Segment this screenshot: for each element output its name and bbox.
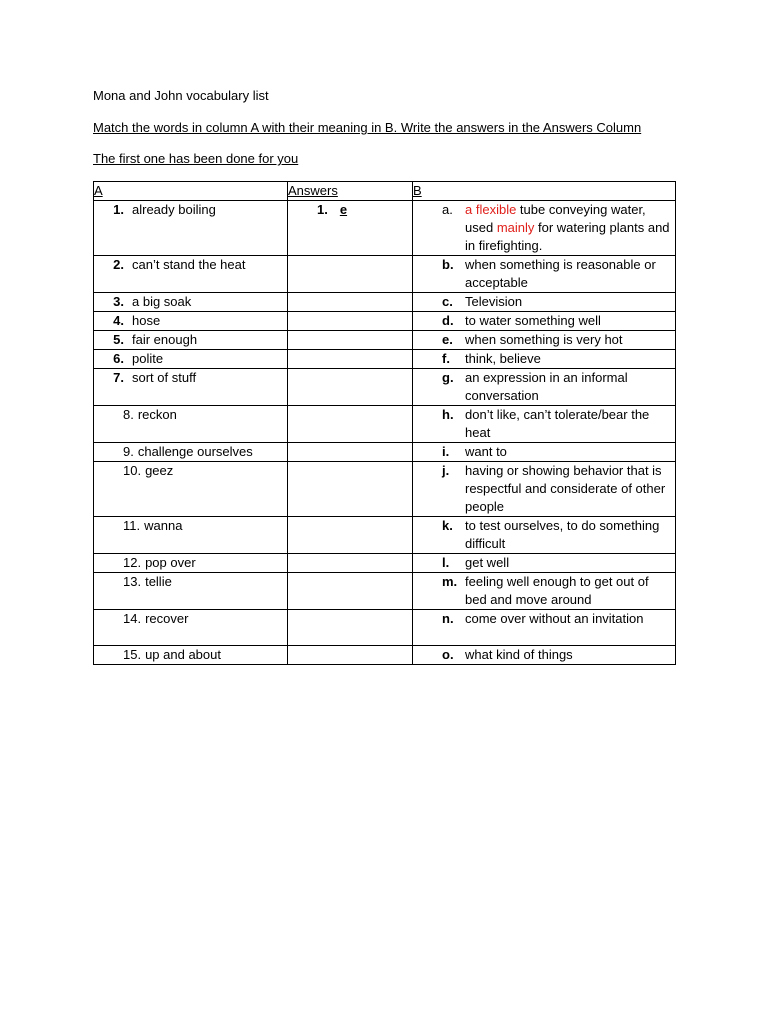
table-row: [94, 517, 676, 554]
item-number: 6.: [113, 351, 124, 366]
header-b-label: B: [413, 183, 422, 198]
cell-a: [94, 573, 288, 610]
table-row: [94, 443, 676, 462]
definition-letter: o.: [442, 647, 454, 662]
note-text: The first one has been done for you: [93, 151, 299, 166]
cell-b: [413, 201, 676, 256]
cell-a: [94, 610, 288, 646]
cell-b: [413, 406, 676, 443]
document-title: Mona and John vocabulary list: [93, 88, 269, 103]
item-number: 10.: [123, 463, 142, 478]
cell-b: [413, 517, 676, 554]
cell-a: [94, 293, 288, 312]
vocab-term: pop over: [145, 555, 196, 570]
definition-letter: l.: [442, 555, 450, 570]
vocab-term: polite: [132, 351, 164, 366]
item-number: 8.: [123, 407, 134, 422]
definition-letter: m.: [442, 574, 458, 589]
header-answers-label: Answers: [288, 183, 338, 198]
answer-number: 1.: [317, 202, 328, 217]
item-number: 14.: [123, 611, 142, 626]
answer-cell[interactable]: [288, 573, 413, 610]
definition-text: come over without an invitation: [465, 611, 644, 626]
item-number: 5.: [113, 332, 124, 347]
cell-b: [413, 610, 676, 646]
vocab-term: can’t stand the heat: [132, 257, 246, 272]
definition-text: when something is reasonable or acceptable: [465, 257, 656, 290]
definition-text: Television: [465, 294, 523, 309]
definition-text: having or showing behavior that is respectful and considerate of other people: [465, 463, 666, 514]
answer-cell[interactable]: [288, 331, 413, 350]
header-answers: [288, 182, 413, 201]
item-number: 9.: [123, 444, 134, 459]
cell-a: [94, 201, 288, 256]
vocab-term: recover: [145, 611, 189, 626]
header-b: [413, 182, 676, 201]
cell-b: [413, 256, 676, 293]
cell-a: [94, 462, 288, 517]
answer-cell[interactable]: [288, 462, 413, 517]
definition-letter: f.: [442, 351, 450, 366]
table-row: [94, 331, 676, 350]
cell-b: [413, 369, 676, 406]
table-row: [94, 350, 676, 369]
vocab-term: geez: [145, 463, 174, 478]
cell-b: [413, 573, 676, 610]
item-number: 3.: [113, 294, 124, 309]
vocab-term: wanna: [144, 518, 183, 533]
item-number: 2.: [113, 257, 124, 272]
definition-text: think, believe: [465, 351, 541, 366]
cell-a: [94, 350, 288, 369]
table-row: [94, 610, 676, 646]
cell-b: [413, 293, 676, 312]
table-row: [94, 462, 676, 517]
highlighted-text: a flexible: [465, 202, 517, 217]
cell-a: [94, 256, 288, 293]
answer-cell[interactable]: [288, 554, 413, 573]
definition-letter: j.: [442, 463, 450, 478]
definition-text: to test ourselves, to do something difficult: [465, 518, 660, 551]
answer-cell[interactable]: [288, 517, 413, 554]
header-a-label: A: [94, 183, 103, 198]
answer-cell[interactable]: [288, 293, 413, 312]
definition-text: don’t like, can’t tolerate/bear the heat: [465, 407, 650, 440]
definition-text: an expression in an informal conversation: [465, 370, 628, 403]
vocab-term: a big soak: [132, 294, 192, 309]
cell-b: [413, 443, 676, 462]
answer-cell[interactable]: [288, 646, 413, 665]
definition-letter: a.: [442, 202, 453, 217]
cell-a: [94, 517, 288, 554]
instruction-text: Match the words in column A with their meaning in B. Write the answers in the Answers Column: [93, 120, 642, 135]
definition-text: when something is very hot: [465, 332, 623, 347]
header-a: [94, 182, 288, 201]
vocab-term: up and about: [145, 647, 221, 662]
item-number: 1.: [113, 202, 124, 217]
item-number: 4.: [113, 313, 124, 328]
definition-text: to water something well: [465, 313, 601, 328]
item-number: 11.: [123, 518, 141, 533]
table-row: [94, 369, 676, 406]
vocab-term: reckon: [137, 407, 177, 422]
cell-a: [94, 312, 288, 331]
cell-b: [413, 331, 676, 350]
vocab-term: fair enough: [132, 332, 198, 347]
table-row: [94, 293, 676, 312]
answer-cell[interactable]: [288, 350, 413, 369]
table-row: [94, 406, 676, 443]
cell-a: [94, 646, 288, 665]
definition-letter: i.: [442, 444, 450, 459]
cell-a: [94, 369, 288, 406]
table-header-row: [94, 182, 676, 201]
cell-b: [413, 554, 676, 573]
definition-text: [459, 201, 675, 255]
cell-a: [94, 331, 288, 350]
item-number: 15.: [123, 647, 142, 662]
table-row: [94, 201, 676, 256]
definition-text: what kind of things: [465, 647, 573, 662]
answer-value: e: [339, 202, 348, 217]
definition-text: feeling well enough to get out of bed and move around: [465, 574, 649, 607]
definition-letter: n.: [442, 611, 454, 626]
cell-a: [94, 554, 288, 573]
answer-cell[interactable]: [288, 610, 413, 646]
answer-cell[interactable]: [288, 201, 413, 256]
definition-letter: b.: [442, 257, 454, 272]
answer-cell[interactable]: [288, 256, 413, 293]
definition-letter: c.: [442, 294, 453, 309]
cell-a: [94, 406, 288, 443]
answer-cell[interactable]: [288, 443, 413, 462]
definition-fragment: for watering plants and in firefighting.: [465, 220, 670, 253]
definition-letter: e.: [442, 332, 453, 347]
vocab-term: tellie: [145, 574, 172, 589]
table-row: [94, 554, 676, 573]
definition-text: want to: [465, 444, 507, 459]
definition-letter: k.: [442, 518, 453, 533]
vocab-term: hose: [132, 313, 161, 328]
highlighted-text: mainly: [496, 220, 535, 235]
definition-letter: g.: [442, 370, 454, 385]
table-row: [94, 256, 676, 293]
cell-b: [413, 646, 676, 665]
cell-b: [413, 350, 676, 369]
vocab-term: sort of stuff: [132, 370, 197, 385]
answer-cell[interactable]: [288, 369, 413, 406]
table-row: [94, 646, 676, 665]
vocab-term: challenge ourselves: [137, 444, 253, 459]
item-number: 7.: [113, 370, 124, 385]
answer-cell[interactable]: [288, 312, 413, 331]
definition-letter: h.: [442, 407, 454, 422]
definition-fragment: tube conveying water, used: [465, 202, 646, 235]
definition-text: get well: [465, 555, 510, 570]
table-row: [94, 573, 676, 610]
item-number: 12.: [123, 555, 142, 570]
answer-cell[interactable]: [288, 406, 413, 443]
cell-a: [94, 443, 288, 462]
cell-b: [413, 312, 676, 331]
vocab-term: already boiling: [132, 202, 216, 217]
cell-b: [413, 462, 676, 517]
vocabulary-table: [93, 181, 676, 665]
definition-letter: d.: [442, 313, 454, 328]
item-number: 13.: [123, 574, 142, 589]
table-row: [94, 312, 676, 331]
